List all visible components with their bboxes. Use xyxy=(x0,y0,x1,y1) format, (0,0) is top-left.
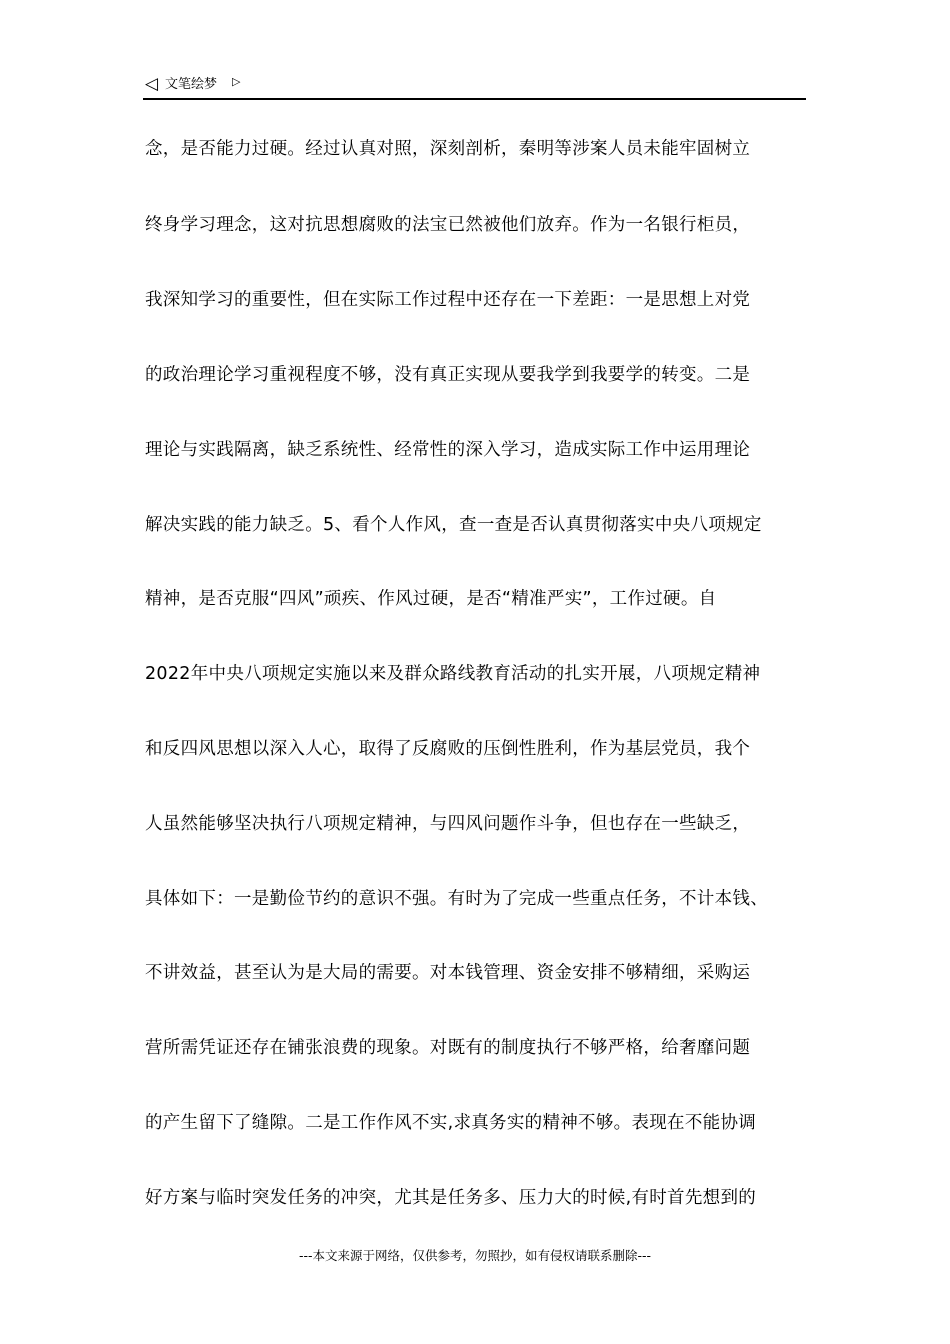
footer-notice: ---本文来源于网络，仅供参考，勿照抄，如有侵权请联系删除--- xyxy=(298,1248,652,1263)
triangle-right-icon: ▷ xyxy=(232,75,241,88)
body-line: 精神，是否克服“四风”顽疾、作风过硬，是否“精准严实”，工作过硬。自 xyxy=(145,589,717,609)
body-line: 的产生留下了缝隙。二是工作作风不实,求真务实的精神不够。表现在不能协调 xyxy=(145,1113,757,1133)
page-header xyxy=(143,72,806,100)
body-line: 2022年中央八项规定实施以来及群众路线教育活动的扎实开展，八项规定精神 xyxy=(145,664,761,684)
body-line: 营所需凭证还存在铺张浪费的现象。对既有的制度执行不够严格，给奢靡问题 xyxy=(145,1038,751,1058)
body-line: 具体如下：一是勤俭节约的意识不强。有时为了完成一些重点任务，不计本钱、 xyxy=(145,889,768,909)
body-line: 好方案与临时突发任务的冲突，尤其是任务多、压力大的时候,有时首先想到的 xyxy=(145,1188,757,1208)
triangle-left-icon: ◁ xyxy=(145,74,159,94)
body-line: 念，是否能力过硬。经过认真对照，深刻剖析，秦明等涉案人员未能牢固树立 xyxy=(145,139,751,159)
body-line: 理论与实践隔离，缺乏系统性、经常性的深入学习，造成实际工作中运用理论 xyxy=(145,440,751,460)
header-brand: 文笔绘梦 xyxy=(165,77,218,92)
body-line: 我深知学习的重要性，但在实际工作过程中还存在一下差距：一是思想上对党 xyxy=(145,290,751,310)
body-line: 不讲效益，甚至认为是大局的需要。对本钱管理、资金安排不够精细，采购运 xyxy=(145,963,751,983)
body-line: 终身学习理念，这对抗思想腐败的法宝已然被他们放弃。作为一名银行柜员， xyxy=(145,215,751,235)
body-line: 人虽然能够坚决执行八项规定精神，与四风问题作斗争，但也存在一些缺乏， xyxy=(145,814,751,834)
body-line: 和反四风思想以深入人心，取得了反腐败的压倒性胜利，作为基层党员，我个 xyxy=(145,739,751,759)
body-line: 的政治理论学习重视程度不够，没有真正实现从要我学到我要学的转变。二是 xyxy=(145,365,751,385)
body-line: 解决实践的能力缺乏。5、看个人作风，查一查是否认真贯彻落实中央八项规定 xyxy=(145,515,762,535)
